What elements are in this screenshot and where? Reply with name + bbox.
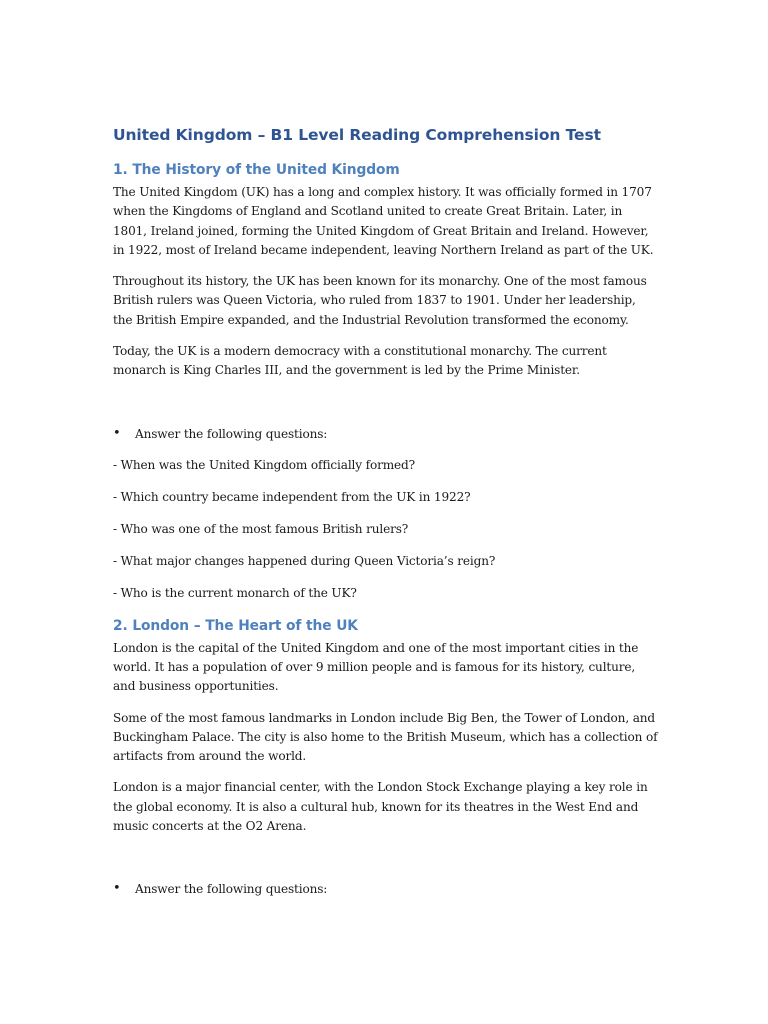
section-london xyxy=(113,616,658,900)
paragraph: London is a major financial center, with the London Stock Exchange playing a key role in the global economy. It is also a cultural hub, known for its theatres in the West End and music concerts at the O2 Arena. xyxy=(113,780,648,834)
paragraph: Some of the most famous landmarks in London include Big Ben, the Tower of London, and Buckingham Palace. The city is also home to the British Museum, which has a collection of artifacts from around the world. xyxy=(113,710,658,764)
paragraph: Today, the UK is a modern democracy with a constitutional monarchy. The current monarch is King Charles III, and the government is led by the Prime Minister. xyxy=(113,344,607,378)
paragraph: Throughout its history, the UK has been known for its monarchy. One of the most famous British rulers was Queen Victoria, who ruled from 1837 to 1901. Under her leadership, the British Empire expanded, and the Industrial Revolution transformed the economy. xyxy=(113,274,647,327)
bullet-item xyxy=(113,880,658,899)
section-heading: 1. The History of the United Kingdom xyxy=(113,162,400,178)
paragraph: The United Kingdom (UK) has a long and complex history. It was officially formed in 1707 when the Kingdoms of England and Scotland united to create Great Britain. Later, in 1801, Ireland joined, forming the United Kingdom of Great Britain and Ireland. However, in 1922, most of Ireland became independent, leaving Northern Ireland as part of the UK. xyxy=(113,185,654,257)
bullet-icon: • xyxy=(113,881,121,897)
question-list xyxy=(113,456,658,603)
paragraph: London is the capital of the United Kingdom and one of the most important cities in the world. It has a population of over 9 million people and is famous for its history, culture, and business opportunities. xyxy=(113,640,639,694)
bullet-item xyxy=(113,425,658,444)
bullet-icon: • xyxy=(113,425,121,441)
document-title: United Kingdom – B1 Level Reading Comprehension Test xyxy=(113,126,601,144)
bullet-text: Answer the following questions: xyxy=(135,882,328,897)
question-item: - Who was one of the most famous British rulers? xyxy=(113,521,409,536)
question-item: - Which country became independent from the UK in 1922? xyxy=(113,489,471,504)
document-body xyxy=(113,124,658,911)
question-item: - When was the United Kingdom officially formed? xyxy=(113,457,415,472)
section-history xyxy=(113,160,658,603)
bullet-text: Answer the following questions: xyxy=(135,426,328,441)
question-item: - What major changes happened during Queen Victoria’s reign? xyxy=(113,553,496,568)
section-heading: 2. London – The Heart of the UK xyxy=(113,617,358,634)
question-item: - Who is the current monarch of the UK? xyxy=(113,585,357,600)
